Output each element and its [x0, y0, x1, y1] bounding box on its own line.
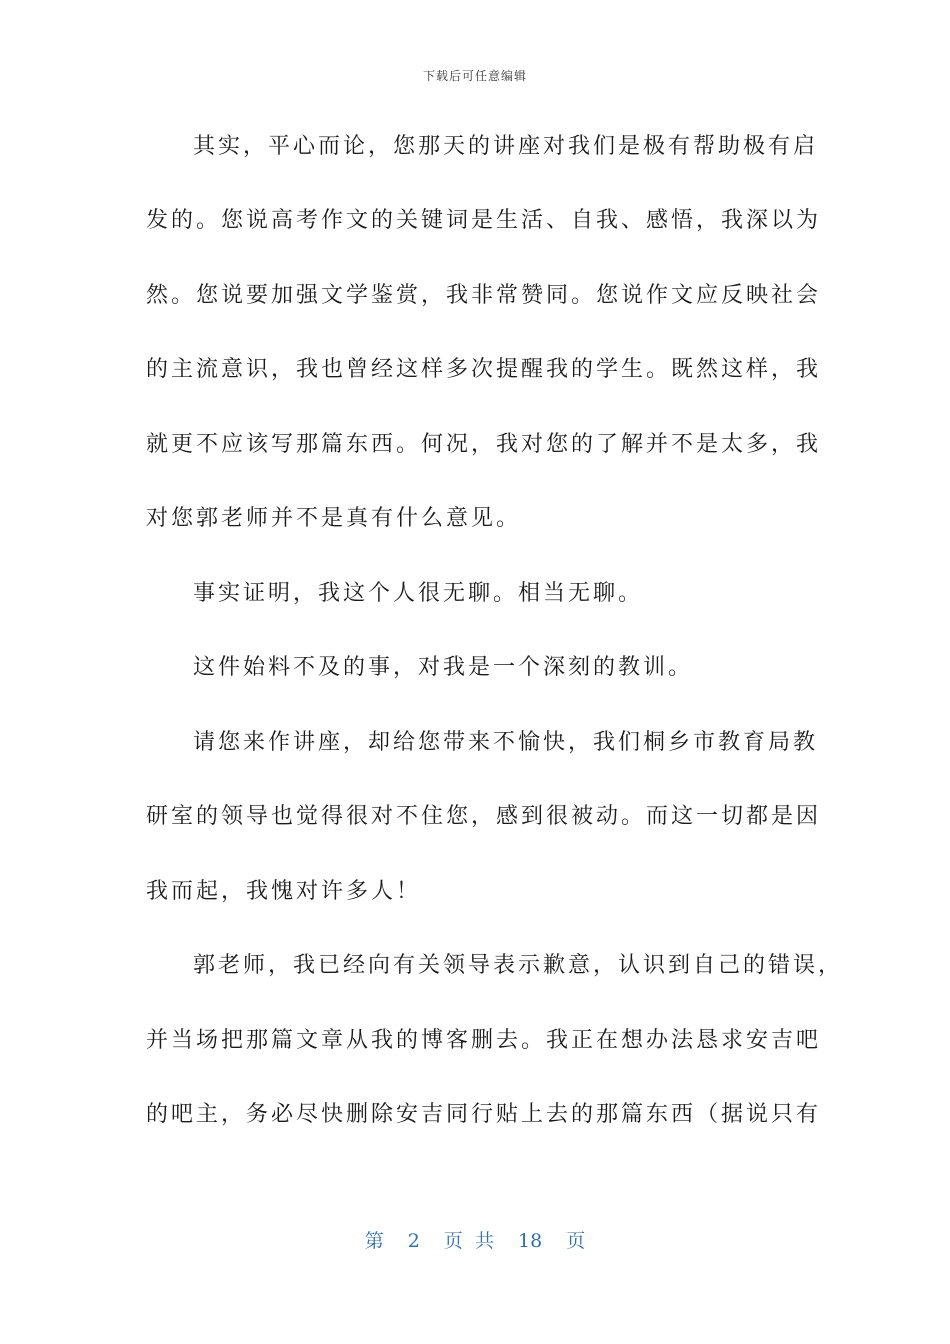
body-line: 就更不应该写那篇东西。何况，我对您的了解并不是太多，我 [146, 432, 822, 457]
footer-prefix: 第 [364, 1230, 384, 1252]
body-line: 事实证明，我这个人很无聊。相当无聊。 [193, 581, 644, 606]
body-line: 其实，平心而论，您那天的讲座对我们是极有帮助极有启 [193, 134, 819, 159]
body-line: 的主流意识，我也曾经这样多次提醒我的学生。既然这样，我 [146, 357, 822, 382]
body-line: 并当场把那篇文章从我的博客删去。我正在想办法恳求安吉吧 [146, 1028, 822, 1053]
body-line: 郭老师，我已经向有关领导表示歉意，认识到自己的错误， [193, 953, 844, 978]
body-line: 这件始料不及的事，对我是一个深刻的教训。 [193, 655, 694, 680]
body-line: 发的。您说高考作文的关键词是生活、自我、感悟，我深以为 [146, 208, 822, 233]
footer-page-number: 2 [407, 1230, 420, 1252]
body-line: 的吧主，务必尽快删除安吉同行贴上去的那篇东西（据说只有 [146, 1102, 822, 1127]
footer-middle: 页 共 [443, 1230, 494, 1252]
body-line: 请您来作讲座，却给您带来不愉快，我们桐乡市教育局教 [193, 730, 819, 755]
body-line: 对您郭老师并不是真有什么意见。 [146, 506, 522, 531]
footer-suffix: 页 [566, 1230, 586, 1252]
page-footer [0, 1226, 950, 1253]
page-header: 下载后可任意编辑 [422, 69, 527, 83]
body-line: 然。您说要加强文学鉴赏，我非常赞同。您说作文应反映社会 [146, 283, 822, 308]
body-line: 研室的领导也觉得很对不住您，感到很被动。而这一切都是因 [146, 804, 822, 829]
body-line: 我而起，我愧对许多人！ [146, 879, 422, 904]
footer-total-pages: 18 [518, 1230, 543, 1252]
